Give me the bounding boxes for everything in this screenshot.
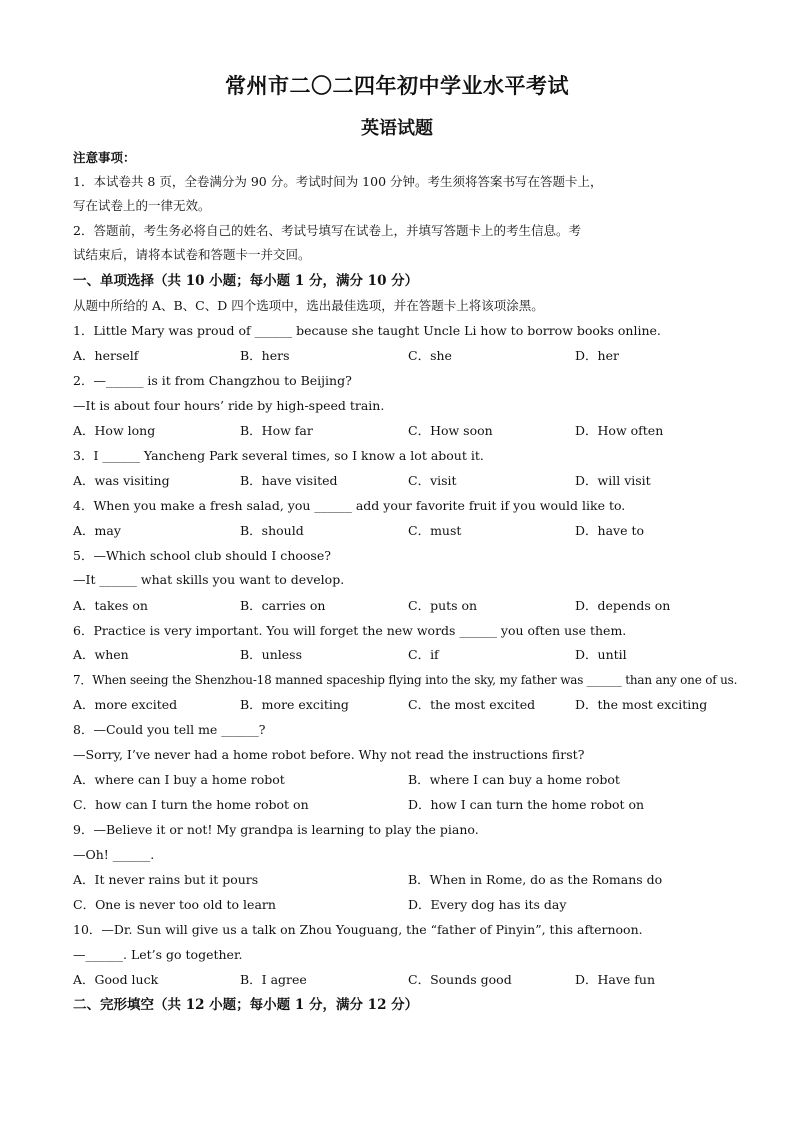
question-1-option-d: D．her	[575, 348, 619, 363]
question-7-option-b: B．more exciting	[240, 697, 349, 712]
question-5-response: —It ______ what skills you want to develop.	[73, 572, 345, 587]
question-8-option-a: A．where can I buy a home robot	[73, 772, 285, 787]
question-2-option-a: A．How long	[73, 423, 156, 438]
question-3-option-d: D．will visit	[575, 473, 651, 488]
question-8-response: —Sorry, I’ve never had a home robot before. Why not read the instructions first?	[73, 747, 585, 762]
section1-instruction: 从题中所给的 A、B、C、D 四个选项中，选出最佳选项，并在答题卡上将该项涂黑。	[73, 298, 544, 313]
question-5-option-a: A．takes on	[73, 598, 148, 613]
question-8-option-d: D．how I can turn the home robot on	[408, 797, 645, 812]
question-8-option-c: C．how can I turn the home robot on	[73, 797, 309, 812]
notes-heading: 注意事项：	[73, 150, 136, 165]
question-2-option-d: D．How often	[575, 423, 664, 438]
question-4-option-c: C．must	[408, 523, 462, 538]
question-2-stem: 2．—______ is it from Changzhou to Beijing?	[73, 373, 352, 388]
question-1-option-c: C．she	[408, 348, 452, 363]
question-9-option-c: C．One is never too old to learn	[73, 897, 276, 912]
question-4-option-b: B．should	[240, 523, 304, 538]
question-9-option-b: B．When in Rome, do as the Romans do	[408, 872, 663, 887]
question-10-stem: 10．—Dr. Sun will give us a talk on Zhou Youguang, the “father of Pinyin”, this afternoon.	[73, 922, 643, 937]
question-8-stem: 8．—Could you tell me ______?	[73, 722, 266, 737]
notes-item1-line2: 写在试卷上的一律无效。	[73, 198, 211, 213]
question-4-option-a: A．may	[73, 523, 121, 538]
question-10-option-a: A．Good luck	[73, 972, 159, 987]
question-7-option-c: C．the most excited	[408, 697, 536, 712]
section2-heading: 二、完形填空（共 12 小题；每小题 1 分，满分 12 分）	[73, 997, 419, 1013]
question-7-option-a: A．more excited	[73, 697, 178, 712]
question-3-option-a: A．was visiting	[73, 473, 170, 488]
question-5-option-b: B．carries on	[240, 598, 326, 613]
question-5-option-c: C．puts on	[408, 598, 478, 613]
question-8-option-b: B．where I can buy a home robot	[408, 772, 620, 787]
question-3-option-c: C．visit	[408, 473, 457, 488]
question-1-option-a: A．herself	[73, 348, 139, 363]
question-2-response: —It is about four hours’ ride by high-speed train.	[73, 398, 385, 413]
question-9-option-a: A．It never rains but it pours	[73, 872, 259, 887]
question-9-stem: 9．—Believe it or not! My grandpa is learning to play the piano.	[73, 822, 479, 837]
question-6-stem: 6．Practice is very important. You will forget the new words ______ you often use them.	[73, 623, 627, 638]
question-1-stem: 1．Little Mary was proud of ______ because she taught Uncle Li how to borrow books online.	[73, 323, 661, 338]
question-2-option-b: B．How far	[240, 423, 313, 438]
question-6-option-d: D．until	[575, 647, 627, 662]
question-6-option-a: A．when	[73, 647, 129, 662]
question-10-option-c: C．Sounds good	[408, 972, 512, 987]
notes-item2-line1: 2．答题前，考生务必将自己的姓名、考试号填写在试卷上，并填写答题卡上的考生信息。考	[73, 223, 581, 238]
question-5-stem: 5．—Which school club should I choose?	[73, 548, 331, 563]
question-2-option-c: C．How soon	[408, 423, 493, 438]
question-6-option-b: B．unless	[240, 647, 303, 662]
notes-item1-line1: 1．本试卷共 8 页，全卷满分为 90 分。考试时间为 100 分钟。考生须将答案书写在答题卡上，	[73, 174, 603, 189]
exam-subtitle: 英语试题	[361, 118, 433, 139]
question-4-stem: 4．When you make a fresh salad, you ______ add your favorite fruit if you would like to.	[73, 498, 626, 513]
section1-heading: 一、单项选择（共 10 小题；每小题 1 分，满分 10 分）	[73, 273, 419, 289]
question-10-response: —______. Let’s go together.	[73, 947, 243, 962]
question-5-option-d: D．depends on	[575, 598, 671, 613]
notes-item2-line2: 试结束后，请将本试卷和答题卡一并交回。	[73, 247, 311, 262]
question-7-option-d: D．the most exciting	[575, 697, 708, 712]
question-1-option-b: B．hers	[240, 348, 290, 363]
exam-title: 常州市二〇二四年初中学业水平考试	[225, 73, 569, 98]
question-7-stem: 7．When seeing the Shenzhou-18 manned spaceship flying into the sky, my father was ______ than any one of us.	[73, 673, 738, 687]
question-3-stem: 3．I ______ Yancheng Park several times, so I know a lot about it.	[73, 448, 484, 463]
question-4-option-d: D．have to	[575, 523, 645, 538]
question-10-option-d: D．Have fun	[575, 972, 656, 987]
question-9-option-d: D．Every dog has its day	[408, 897, 567, 912]
question-10-option-b: B．I agree	[240, 972, 307, 987]
question-6-option-c: C．if	[408, 647, 439, 662]
question-3-option-b: B．have visited	[240, 473, 338, 488]
question-9-response: —Oh! ______.	[73, 847, 155, 862]
